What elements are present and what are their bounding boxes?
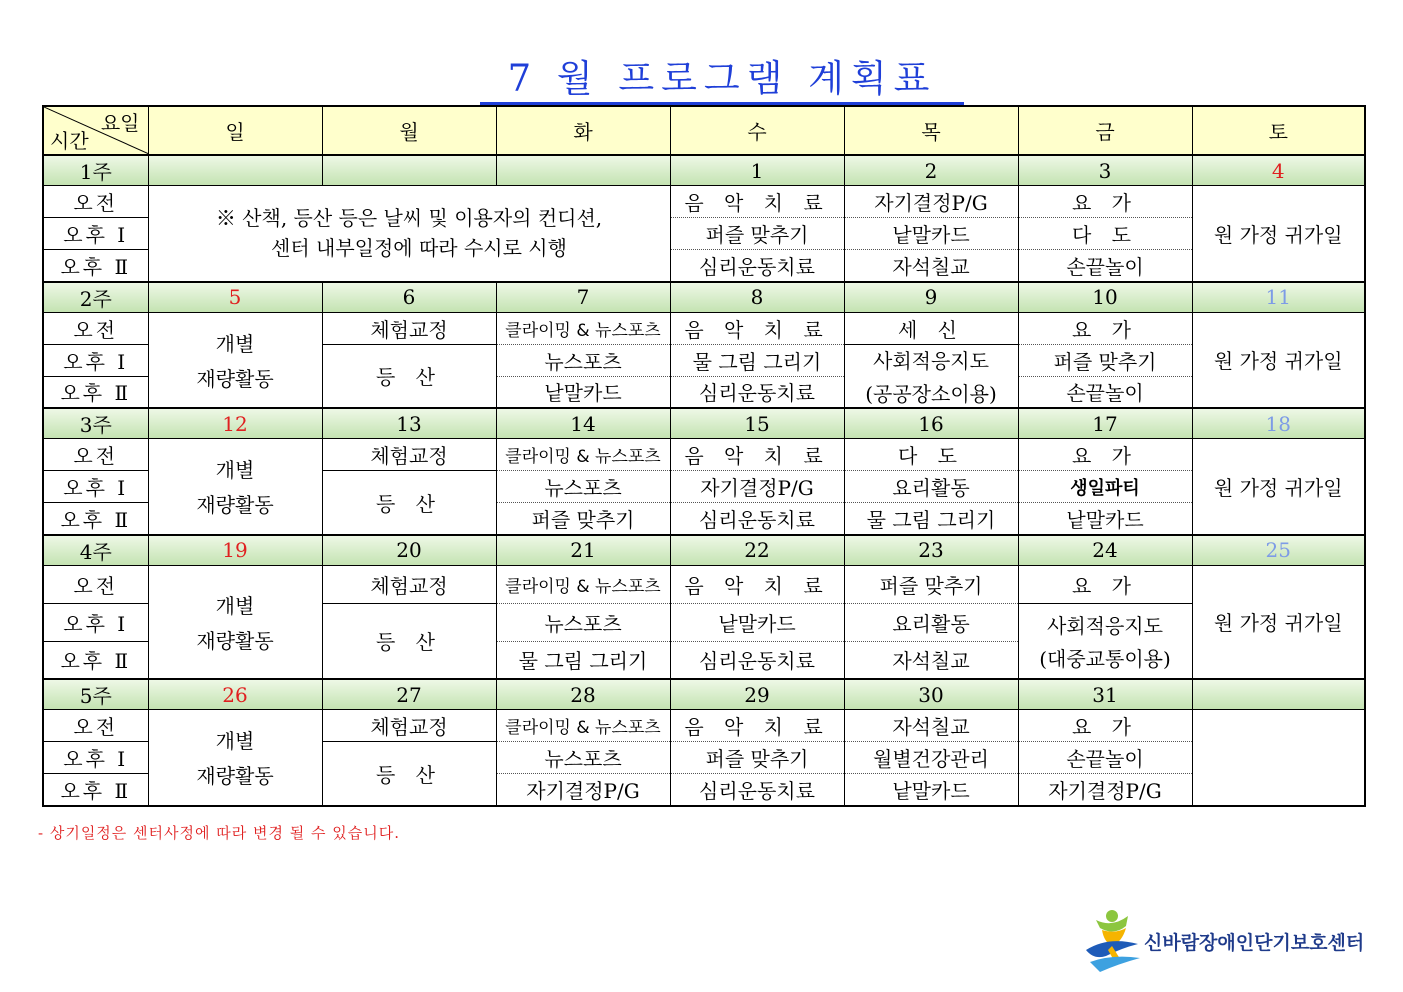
program-cell: 자기결정P/G xyxy=(1018,774,1192,806)
program-cell: 음 악 치 료 xyxy=(670,565,844,603)
time-label: 오전 xyxy=(43,312,148,344)
day-header-sat: 토 xyxy=(1192,106,1365,155)
date-cell: 1 xyxy=(670,155,844,186)
program-cell: 낱말카드 xyxy=(844,774,1018,806)
corner-cell xyxy=(43,106,148,155)
header-row xyxy=(43,106,1365,155)
time-label: 오후 Ⅰ xyxy=(43,742,148,774)
schedule-table xyxy=(42,105,1366,807)
program-line-1: 사회적응지도 xyxy=(1047,613,1163,638)
date-cell-saturday: 25 xyxy=(1192,535,1365,566)
time-label: 오전 xyxy=(43,565,148,603)
logo-text: 신바람장애인단기보호센터 xyxy=(1144,932,1365,954)
program-cell: 월별건강관리 xyxy=(844,742,1018,774)
sunday-line-1: 개별 xyxy=(215,593,255,618)
time-label: 오후 Ⅱ xyxy=(43,376,148,408)
date-cell: 14 xyxy=(496,408,670,439)
date-cell: 23 xyxy=(844,535,1018,566)
slot-row xyxy=(43,186,1365,218)
date-cell-saturday xyxy=(1192,679,1365,710)
program-cell: 퍼즐 맞추기 xyxy=(670,218,844,250)
program-cell: 자석칠교 xyxy=(844,710,1018,742)
program-cell: 낱말카드 xyxy=(844,218,1018,250)
note-line-2: 센터 내부일정에 따라 수시로 시행 xyxy=(271,236,567,261)
program-cell-sunday xyxy=(148,312,322,408)
program-cell: 낱말카드 xyxy=(670,603,844,641)
program-cell: 음 악 치 료 xyxy=(670,439,844,471)
program-cell: 생일파티 xyxy=(1018,471,1192,503)
day-header-thu: 목 xyxy=(844,106,1018,155)
program-cell: 요 가 xyxy=(1018,565,1192,603)
program-cell: 뉴스포츠 xyxy=(496,471,670,503)
program-cell: 자석칠교 xyxy=(844,250,1018,282)
sunday-line-1: 개별 xyxy=(215,331,255,356)
program-cell: 체험교정 xyxy=(322,312,496,344)
time-label: 오후 Ⅱ xyxy=(43,774,148,806)
program-cell: 음 악 치 료 xyxy=(670,186,844,218)
program-cell: 퍼즐 맞추기 xyxy=(496,503,670,535)
program-cell: 뉴스포츠 xyxy=(496,742,670,774)
date-cell xyxy=(148,155,322,186)
week-label: 2주 xyxy=(43,282,148,313)
program-cell: 자기결정P/G xyxy=(496,774,670,806)
time-label: 오후 Ⅰ xyxy=(43,344,148,376)
program-cell xyxy=(1018,603,1192,679)
corner-time-label: 시간 xyxy=(50,129,89,153)
date-cell: 7 xyxy=(496,282,670,313)
date-cell: 30 xyxy=(844,679,1018,710)
program-cell: 자석칠교 xyxy=(844,641,1018,679)
date-cell-saturday: 18 xyxy=(1192,408,1365,439)
program-cell: 요리활동 xyxy=(844,471,1018,503)
program-cell: 음 악 치 료 xyxy=(670,312,844,344)
logo-figure-icon xyxy=(1082,906,1144,978)
slot-row xyxy=(43,439,1365,471)
footnote: - 상기일정은 센터사정에 따라 변경 될 수 있습니다. xyxy=(38,824,401,842)
time-label: 오전 xyxy=(43,186,148,218)
date-cell-saturday: 11 xyxy=(1192,282,1365,313)
date-cell xyxy=(496,155,670,186)
program-cell xyxy=(844,344,1018,408)
program-cell-saturday: 원 가정 귀가일 xyxy=(1192,439,1365,535)
corner-day-label: 요일 xyxy=(100,111,140,135)
time-label: 오전 xyxy=(43,710,148,742)
program-cell: 손끝놀이 xyxy=(1018,376,1192,408)
program-line-2: (대중교통이용) xyxy=(1039,646,1171,671)
date-cell: 13 xyxy=(322,408,496,439)
program-cell: 등 산 xyxy=(322,603,496,679)
date-cell-sunday: 5 xyxy=(148,282,322,313)
program-cell: 퍼즐 맞추기 xyxy=(670,742,844,774)
program-cell: 세 신 xyxy=(844,312,1018,344)
week-label: 3주 xyxy=(43,408,148,439)
program-cell: 다 도 xyxy=(844,439,1018,471)
program-cell-saturday: 원 가정 귀가일 xyxy=(1192,565,1365,679)
week-row-1 xyxy=(43,155,1365,186)
date-cell: 24 xyxy=(1018,535,1192,566)
time-label: 오후 Ⅱ xyxy=(43,641,148,679)
day-header-mon: 월 xyxy=(322,106,496,155)
schedule-note xyxy=(148,186,670,282)
program-cell-saturday xyxy=(1192,710,1365,806)
date-cell: 20 xyxy=(322,535,496,566)
program-cell: 다 도 xyxy=(1018,218,1192,250)
date-cell-sunday: 19 xyxy=(148,535,322,566)
sunday-line-2: 재량활동 xyxy=(196,493,274,518)
week-row-4 xyxy=(43,535,1365,566)
program-cell: 손끝놀이 xyxy=(1018,742,1192,774)
week-row-3 xyxy=(43,408,1365,439)
sunday-line-2: 재량활동 xyxy=(196,366,274,391)
program-cell: 퍼즐 맞추기 xyxy=(844,565,1018,603)
program-line-2: (공공장소이용) xyxy=(865,381,997,406)
slot-row xyxy=(43,565,1365,603)
week-label: 4주 xyxy=(43,535,148,566)
program-cell-sunday xyxy=(148,710,322,806)
time-label: 오후 Ⅰ xyxy=(43,471,148,503)
program-cell: 심리운동치료 xyxy=(670,641,844,679)
program-cell: 심리운동치료 xyxy=(670,250,844,282)
center-logo xyxy=(1082,906,1365,978)
slot-row xyxy=(43,710,1365,742)
program-cell: 자기결정P/G xyxy=(670,471,844,503)
date-cell: 27 xyxy=(322,679,496,710)
sunday-line-1: 개별 xyxy=(215,729,255,754)
program-cell: 클라이밍 & 뉴스포츠 xyxy=(496,312,670,344)
day-header-wed: 수 xyxy=(670,106,844,155)
program-cell: 등 산 xyxy=(322,471,496,535)
date-cell: 8 xyxy=(670,282,844,313)
program-cell: 물 그림 그리기 xyxy=(670,344,844,376)
program-cell: 뉴스포츠 xyxy=(496,344,670,376)
date-cell: 28 xyxy=(496,679,670,710)
date-cell: 31 xyxy=(1018,679,1192,710)
program-cell: 체험교정 xyxy=(322,565,496,603)
program-cell: 낱말카드 xyxy=(496,376,670,408)
time-label: 오후 Ⅰ xyxy=(43,603,148,641)
program-cell: 심리운동치료 xyxy=(670,376,844,408)
program-cell: 등 산 xyxy=(322,344,496,408)
program-cell-sunday xyxy=(148,439,322,535)
day-header-tue: 화 xyxy=(496,106,670,155)
program-cell: 요 가 xyxy=(1018,439,1192,471)
program-cell-saturday: 원 가정 귀가일 xyxy=(1192,312,1365,408)
program-cell: 클라이밍 & 뉴스포츠 xyxy=(496,710,670,742)
program-cell-saturday: 원 가정 귀가일 xyxy=(1192,186,1365,282)
program-cell-sunday xyxy=(148,565,322,679)
week-label: 5주 xyxy=(43,679,148,710)
program-cell: 손끝놀이 xyxy=(1018,250,1192,282)
program-cell: 낱말카드 xyxy=(1018,503,1192,535)
date-cell: 17 xyxy=(1018,408,1192,439)
program-cell: 심리운동치료 xyxy=(670,774,844,806)
program-cell: 퍼즐 맞추기 xyxy=(1018,344,1192,376)
date-cell: 9 xyxy=(844,282,1018,313)
program-cell: 뉴스포츠 xyxy=(496,603,670,641)
date-cell: 3 xyxy=(1018,155,1192,186)
date-cell: 29 xyxy=(670,679,844,710)
date-cell: 22 xyxy=(670,535,844,566)
day-header-fri: 금 xyxy=(1018,106,1192,155)
program-cell: 클라이밍 & 뉴스포츠 xyxy=(496,565,670,603)
program-cell: 물 그림 그리기 xyxy=(496,641,670,679)
program-cell: 클라이밍 & 뉴스포츠 xyxy=(496,439,670,471)
program-cell: 물 그림 그리기 xyxy=(844,503,1018,535)
note-line-1: ※ 산책, 등산 등은 날씨 및 이용자의 컨디션, xyxy=(215,206,603,231)
program-line-1: 사회적응지도 xyxy=(873,348,989,373)
sunday-line-2: 재량활동 xyxy=(196,764,274,789)
time-label: 오후 Ⅱ xyxy=(43,250,148,282)
program-cell: 요 가 xyxy=(1018,186,1192,218)
sunday-line-1: 개별 xyxy=(215,458,255,483)
program-cell: 체험교정 xyxy=(322,710,496,742)
time-label: 오후 Ⅱ xyxy=(43,503,148,535)
date-cell: 2 xyxy=(844,155,1018,186)
date-cell: 21 xyxy=(496,535,670,566)
program-cell: 심리운동치료 xyxy=(670,503,844,535)
date-cell xyxy=(322,155,496,186)
week-label: 1주 xyxy=(43,155,148,186)
program-cell: 자기결정P/G xyxy=(844,186,1018,218)
sunday-line-2: 재량활동 xyxy=(196,628,274,653)
time-label: 오후 Ⅰ xyxy=(43,218,148,250)
day-header-sun: 일 xyxy=(148,106,322,155)
program-cell: 음 악 치 료 xyxy=(670,710,844,742)
date-cell: 10 xyxy=(1018,282,1192,313)
page-title: 7 월 프로그램 계획표 xyxy=(480,56,964,105)
program-cell: 요리활동 xyxy=(844,603,1018,641)
program-cell: 체험교정 xyxy=(322,439,496,471)
date-cell: 15 xyxy=(670,408,844,439)
date-cell-sunday: 12 xyxy=(148,408,322,439)
date-cell-saturday: 4 xyxy=(1192,155,1365,186)
slot-row xyxy=(43,312,1365,344)
program-cell: 등 산 xyxy=(322,742,496,806)
date-cell-sunday: 26 xyxy=(148,679,322,710)
date-cell: 6 xyxy=(322,282,496,313)
time-label: 오전 xyxy=(43,439,148,471)
date-cell: 16 xyxy=(844,408,1018,439)
program-cell: 요 가 xyxy=(1018,312,1192,344)
week-row-2 xyxy=(43,282,1365,313)
program-cell: 요 가 xyxy=(1018,710,1192,742)
week-row-5 xyxy=(43,679,1365,710)
